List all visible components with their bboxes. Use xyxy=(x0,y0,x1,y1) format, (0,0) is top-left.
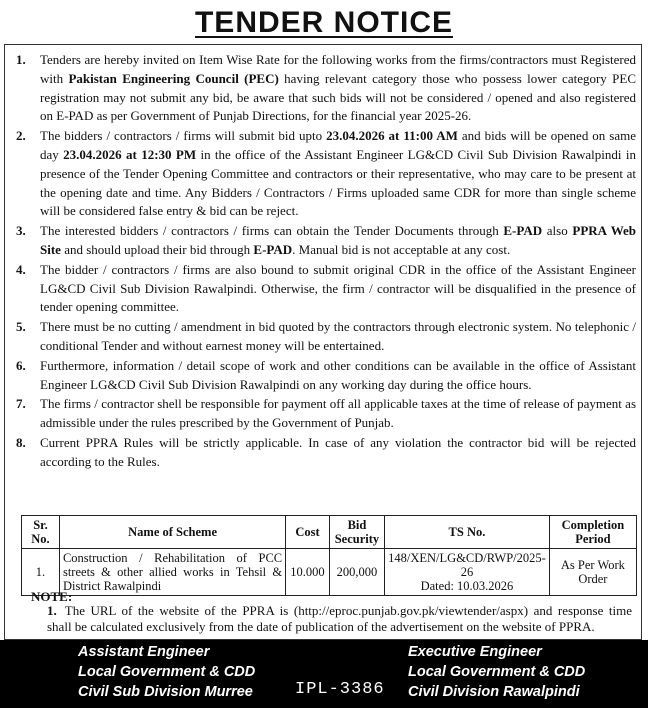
clause-text: Current PPRA Rules will be strictly applicable. In case of any violation the contractor bid will be rejected according to the Rules. xyxy=(40,434,636,469)
header-scheme: Name of Scheme xyxy=(59,516,285,549)
header-bid-security: Bid Security xyxy=(329,516,384,549)
signature-right xyxy=(408,642,585,702)
ts-date: Dated: 10.03.2026 xyxy=(420,579,514,593)
signature-left-title: Assistant Engineer xyxy=(78,644,210,660)
clause-text: There must be no cutting / amendment in bid quoted by the contractors through electronic system. No telephonic / conditional Tender and without earnest money will be entertained. xyxy=(40,319,636,353)
clause-emphasis: E-PAD xyxy=(503,223,543,239)
signature-left xyxy=(78,642,255,702)
clause-text: in the office of the Assistant Engineer LG&CD Civil Sub Division Rawalpindi in presence of the Tender Opening Committee and contractors or their representative, who may care to be present at the opening date and time. Any Bidders / Contractors / Firms uploaded same CDR for more than single scheme will be considered false entry & bid can be reject. xyxy=(40,146,636,219)
clause-item xyxy=(0,357,648,395)
clause-text: . Manual bid is not acceptable at any cost. xyxy=(292,241,511,257)
header-ts-no: TS No. xyxy=(385,516,550,549)
header-sr-no: Sr. No. xyxy=(22,516,60,549)
signature-right-dept: Local Government & CDD xyxy=(408,664,586,680)
notice-title: TENDER NOTICE xyxy=(194,6,453,39)
clause-item xyxy=(0,261,648,317)
clause-number: 1. xyxy=(16,52,26,67)
clause-emphasis: 23.04.2026 at 11:00 AM xyxy=(326,128,458,144)
clause-text: and bids will be opened on same day xyxy=(40,128,636,162)
header-cost: Cost xyxy=(286,516,330,549)
clause-text: also xyxy=(542,223,573,239)
note-label: NOTE: xyxy=(31,589,73,604)
ipl-code: IPL-3386 xyxy=(295,680,385,699)
clause-item xyxy=(0,127,648,221)
clause-text: The firms / contractor shell be responsible for payment off all applicable taxes at the time of release of payment as admissible under the rules prescribed by the Government of Punjab. xyxy=(40,396,636,431)
clause-number: 3. xyxy=(16,223,26,239)
clause-text: The bidders / contractors / firms will submit bid upto xyxy=(40,128,327,144)
clause-item xyxy=(0,318,648,356)
clause-number: 4. xyxy=(16,261,26,277)
clause-number: 8. xyxy=(16,434,26,450)
signature-right-title: Executive Engineer xyxy=(408,644,542,660)
table-header-row xyxy=(22,516,637,549)
clause-number: 2. xyxy=(16,128,26,144)
signature-footer xyxy=(0,640,648,708)
cell-ts-no xyxy=(385,549,550,596)
clause-emphasis: E-PAD xyxy=(253,241,293,257)
clause-text: The bidder / contractors / firms are also bound to submit original CDR in the office of the Assistant Engineer LG&CD Civil Sub Division Rawalpindi. Otherwise, the firm / contractor will be disqualified in the presence of tender opening committee. xyxy=(40,261,636,315)
clause-text: having relevant category those who possess lower category PEC registration may not submit any bid, be aware that such bids will not be considered / opened and also registered on E-PAD as per Government of Punjab Directions, for the financial year 2025-26. xyxy=(40,70,636,124)
clause-text: The interested bidders / contractors / firms can obtain the Tender Documents through xyxy=(40,223,504,239)
note-number: 1. xyxy=(47,603,57,618)
cell-sr-no: 1. xyxy=(22,549,60,596)
cell-completion-period: As Per Work Order xyxy=(549,549,636,596)
ts-number: 148/XEN/LG&CD/RWP/2025-26 xyxy=(388,551,546,579)
clause-number: 6. xyxy=(16,357,26,373)
clause-item xyxy=(0,434,648,472)
clause-item xyxy=(0,222,648,260)
clause-text: Furthermore, information / detail scope of work and other conditions can be available in the office of Assistant Engineer LG&CD Civil Sub Division Rawalpindi on any working day during the office hours. xyxy=(40,357,636,392)
clause-number: 7. xyxy=(16,396,26,412)
clause-emphasis: 23.04.2026 at 12:30 PM xyxy=(63,146,197,162)
signature-right-office: Civil Division Rawalpindi xyxy=(408,684,580,700)
clause-emphasis: Pakistan Engineering Council (PEC) xyxy=(68,70,279,86)
cell-bid-security: 200,000 xyxy=(329,549,384,596)
clause-text: and should upload their bid through xyxy=(60,241,254,257)
signature-left-dept: Local Government & CDD xyxy=(78,664,256,680)
clause-list xyxy=(0,51,648,473)
works-table xyxy=(21,515,637,596)
signature-left-office: Civil Sub Division Murree xyxy=(78,684,253,700)
clause-number: 5. xyxy=(16,319,26,335)
clause-emphasis: PPRA Web Site xyxy=(40,223,636,257)
cell-scheme: Construction / Rehabilitation of PCC streets & other allied works in Tehsil & District Rawalpindi xyxy=(59,549,285,596)
note-text: The URL of the website of the PPRA is (http://eproc.punjab.gov.pk/viewtender/aspx) and response time shall be calculated exclusively from the date of publication of the advertisement on the website of PPRA. xyxy=(47,603,632,634)
header-completion-period: Completion Period xyxy=(549,516,636,549)
clause-text: Tenders are hereby invited on Item Wise Rate for the following works from the firms/contractors must Registered with xyxy=(40,52,636,86)
clause-item xyxy=(0,51,648,126)
note-item xyxy=(47,603,632,635)
table-row xyxy=(22,549,637,596)
clause-item xyxy=(0,395,648,433)
cell-cost: 10.000 xyxy=(286,549,330,596)
